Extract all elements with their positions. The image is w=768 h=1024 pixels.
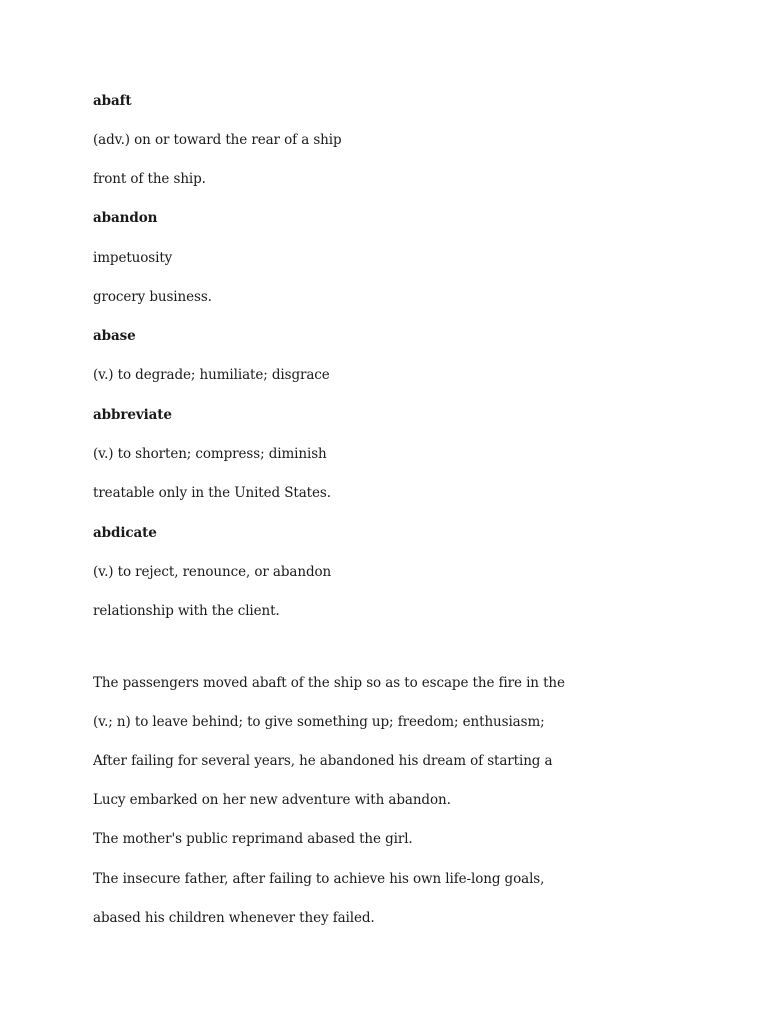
- definition-abbreviate: (v.) to shorten; compress; diminish: [93, 446, 327, 462]
- text-line: The mother's public reprimand abased the girl.: [93, 831, 413, 847]
- text-line: (v.; n) to leave behind; to give something up; freedom; enthusiasm;: [93, 714, 545, 730]
- definition-abdicate: (v.) to reject, renounce, or abandon: [93, 564, 332, 580]
- headword-abase: abase: [93, 328, 136, 344]
- definition-abaft: (adv.) on or toward the rear of a ship: [93, 132, 342, 148]
- text-line: abased his children whenever they failed.: [93, 910, 375, 926]
- text-line: front of the ship.: [93, 171, 206, 187]
- headword-abdicate: abdicate: [93, 525, 157, 541]
- text-line: relationship with the client.: [93, 603, 280, 619]
- text-line: The passengers moved abaft of the ship so as to escape the fire in the: [93, 675, 565, 691]
- text-line: After failing for several years, he abandoned his dream of starting a: [93, 753, 553, 769]
- headword-abbreviate: abbreviate: [93, 407, 172, 423]
- text-line: impetuosity: [93, 250, 173, 266]
- text-line: Lucy embarked on her new adventure with abandon.: [93, 792, 451, 808]
- text-line: The insecure father, after failing to achieve his own life-long goals,: [93, 871, 545, 887]
- text-line: treatable only in the United States.: [93, 485, 331, 501]
- text-line: grocery business.: [93, 289, 212, 305]
- headword-abaft: abaft: [93, 93, 132, 109]
- definition-abase: (v.) to degrade; humiliate; disgrace: [93, 367, 330, 383]
- headword-abandon: abandon: [93, 210, 158, 226]
